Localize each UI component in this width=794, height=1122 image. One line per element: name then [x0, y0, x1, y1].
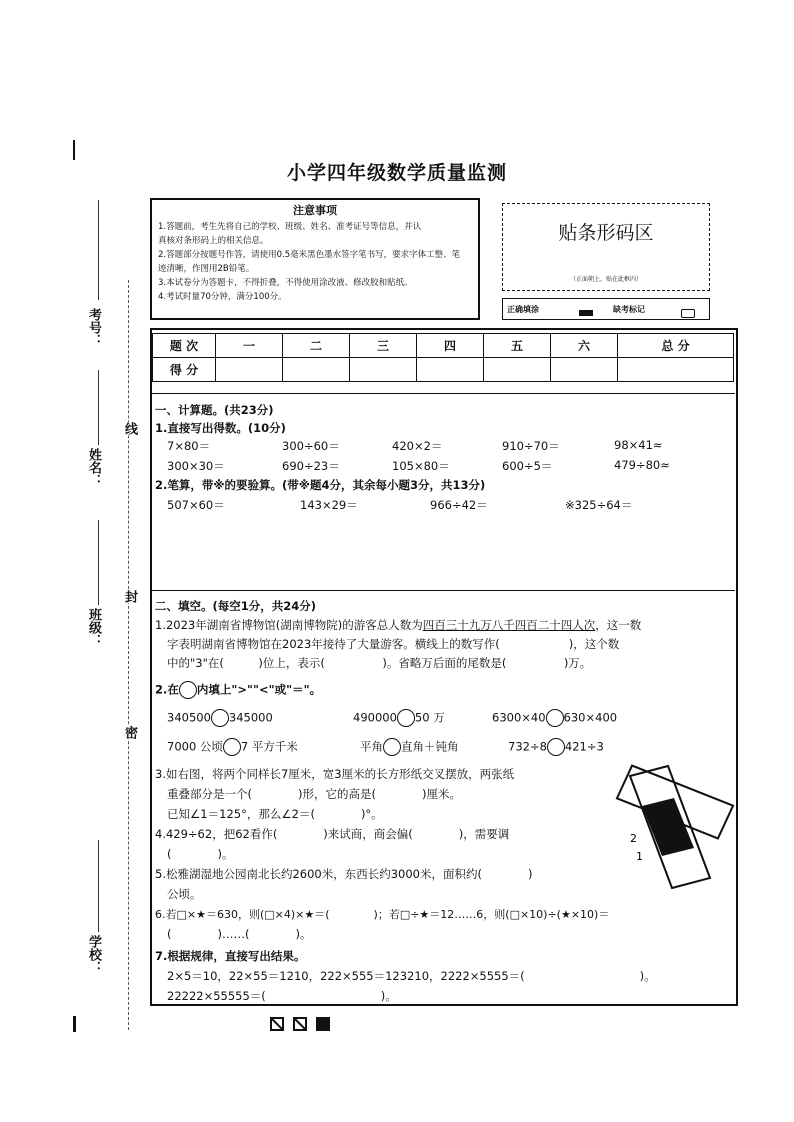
compare-left: 340500 [167, 710, 211, 725]
score-cell[interactable] [484, 358, 551, 382]
slash-box-icon [270, 1017, 284, 1031]
q2-6-line-a: 6.若□×★＝630，则(□×4)×★＝( )；若□÷★＝12……6，则(□×10)÷(★×10)＝ [155, 908, 610, 921]
notice-box [150, 198, 480, 320]
notice-heading: 注意事项 [293, 204, 337, 217]
calc-item: 300×30＝ [167, 459, 225, 473]
score-cell[interactable] [216, 358, 283, 382]
compare-left: 732÷8 [508, 739, 547, 754]
score-table [152, 333, 734, 382]
compare-left: 7000 公顷 [167, 739, 223, 754]
filled-box-icon [316, 1017, 330, 1031]
calc-item: 690÷23＝ [282, 459, 340, 473]
angle-1-label: 1 [636, 850, 643, 863]
compare-right: 421÷3 [564, 739, 604, 754]
score-cell[interactable] [551, 358, 618, 382]
score-header-cell: 总 分 [618, 334, 734, 358]
school-label: 学校： [86, 935, 101, 974]
class-label: 班级： [86, 608, 101, 647]
score-cell[interactable] [350, 358, 417, 382]
section1-title: 一、计算题。(共23分) [155, 403, 274, 417]
compare-right: 7 平方千米 [240, 739, 298, 754]
barcode-area [502, 203, 710, 291]
written-calc-item: 143×29＝ [300, 498, 358, 512]
score-row-label: 得 分 [153, 358, 216, 382]
q2-5-line-b: 公顷。 [167, 887, 202, 901]
compare-left: 6300×40 [492, 710, 546, 725]
notice-line: 3.本试卷分为答题卡，不得折叠，不得使用涂改液、修改胶和贴纸。 [158, 278, 413, 288]
q2-3-line-b: 重叠部分是一个( )形，它的高是( )厘米。 [167, 787, 461, 801]
compare-circle-input[interactable] [547, 738, 565, 756]
compare-right: 50 万 [414, 710, 445, 725]
notice-line: 4.考试时量70分钟，满分100分。 [158, 292, 287, 302]
q2-1-text: 1.2023年湖南省博物馆(湖南博物院)的游客总人数为 [155, 618, 423, 632]
notice-line: 1.答题前，考生先将自己的学校、班级、姓名、准考证号等信息，并认 [158, 222, 422, 232]
correct-fill-label: 正确填涂 [507, 305, 539, 314]
binding-line-bottom [73, 1016, 76, 1032]
compare-item [167, 738, 298, 756]
q2-1-text-end: ，这一数 [595, 618, 642, 632]
compare-left: 平角 [360, 739, 383, 754]
compare-item [353, 709, 445, 727]
section2-title: 二、填空。(每空1分，共24分) [155, 599, 317, 613]
divider [151, 393, 735, 394]
exam-no-field[interactable] [98, 200, 99, 300]
q2-1-line [155, 617, 641, 633]
q1-title: 1.直接写出得数。(10分) [155, 421, 286, 435]
class-field[interactable] [98, 520, 99, 605]
score-table-header-row [153, 334, 734, 358]
calc-item: 105×80＝ [392, 459, 450, 473]
calc-item: 420×2＝ [392, 439, 443, 453]
compare-circle-input[interactable] [383, 738, 401, 756]
compare-circle-input[interactable] [397, 709, 415, 727]
score-cell[interactable] [417, 358, 484, 382]
compare-item [360, 738, 459, 756]
crossed-rectangles-figure [590, 758, 740, 898]
calc-item: 910÷70＝ [502, 439, 560, 453]
name-label: 姓名： [86, 448, 101, 487]
school-field[interactable] [98, 840, 99, 932]
q2-4-line-b: ( )。 [167, 847, 234, 861]
q2-6-line-b: ( )……( )。 [167, 927, 312, 941]
q2-1-line-c: 中的"3"在( )位上，表示( )。省略万后面的尾数是( )万。 [167, 656, 592, 670]
binding-line-top [73, 140, 75, 160]
score-table-row [153, 358, 734, 382]
notice-line: 迹清晰，作图用2B铅笔。 [158, 264, 255, 274]
compare-item [167, 709, 273, 727]
written-calc-item: 966÷42＝ [430, 498, 488, 512]
absent-mark-label: 缺考标记 [613, 305, 645, 314]
score-header-cell: 六 [551, 334, 618, 358]
calc-item: 300÷60＝ [282, 439, 340, 453]
score-header-cell: 题 次 [153, 334, 216, 358]
barcode-sub: （正面朝上，贴在此框内） [569, 276, 642, 283]
written-calc-item: 507×60＝ [167, 498, 225, 512]
seal-mark-line: 线 [122, 422, 137, 435]
seal-mark-seal: 封 [122, 590, 137, 603]
q2-2-title-b: 内填上">""<"或"＝"。 [196, 682, 322, 697]
q2-2-title-a: 2.在 [155, 682, 179, 697]
fill-example-box [502, 298, 710, 320]
compare-circle-input[interactable] [546, 709, 564, 727]
compare-circle-input[interactable] [223, 738, 241, 756]
score-cell[interactable] [283, 358, 350, 382]
q2-7-line-b: 22222×55555＝( )。 [167, 989, 397, 1003]
q2-4-line-a: 4.429÷62，把62看作( )来试商，商会偏( )，需要调 [155, 827, 510, 841]
calc-item: 98×41≈ [614, 438, 663, 452]
compare-left: 490000 [353, 710, 397, 725]
score-header-cell: 一 [216, 334, 283, 358]
q2-1-underlined-number: 四百三十九万八千四百二十四人次 [422, 618, 596, 632]
score-header-cell: 三 [350, 334, 417, 358]
compare-right: 345000 [228, 710, 273, 725]
slash-box-icon [293, 1017, 307, 1031]
q2-5-line-a: 5.松雅湖湿地公园南北长约2600米，东西长约3000米，面积约( ) [155, 867, 533, 881]
seal-dashed-line [128, 280, 129, 1030]
exam-no-label: 考号： [86, 308, 101, 347]
q2-3-line-c: 已知∠1＝125°，那么∠2＝( )°。 [167, 807, 383, 821]
score-cell[interactable] [618, 358, 734, 382]
compare-right: 630×400 [563, 710, 618, 725]
q2-7-line-a: 2×5＝10，22×55＝1210，222×555＝123210，2222×5555＝( )。 [167, 969, 656, 983]
written-calc-item: ※325÷64＝ [565, 498, 633, 512]
page-title: 小学四年级数学质量监测 [286, 162, 507, 184]
calc-item: 7×80＝ [167, 439, 211, 453]
compare-item [508, 738, 604, 756]
name-field[interactable] [98, 370, 99, 445]
compare-item [492, 709, 617, 727]
angle-2-label: 2 [630, 832, 637, 845]
calc-item: 479÷80≈ [614, 458, 670, 472]
q2-1-line-b: 字表明湖南省博物馆在2023年接待了大量游客。横线上的数写作( )，这个数 [167, 637, 620, 651]
divider [151, 590, 735, 591]
compare-right: 直角＋钝角 [401, 739, 459, 754]
footer-marks [270, 1016, 334, 1035]
q2-3-line-a: 3.如右图，将两个同样长7厘米，宽3厘米的长方形纸交叉摆放，两张纸 [155, 767, 515, 781]
q2-7-title: 7.根据规律，直接写出结果。 [155, 949, 306, 963]
q2-title: 2.笔算，带※的要验算。(带※题4分，其余每小题3分，共13分) [155, 478, 486, 492]
barcode-label: 贴条形码区 [558, 222, 654, 244]
compare-circle-icon [179, 681, 197, 699]
score-header-cell: 二 [283, 334, 350, 358]
score-header-cell: 四 [417, 334, 484, 358]
seal-mark-mi: 密 [122, 726, 137, 739]
score-header-cell: 五 [484, 334, 551, 358]
calc-item: 600÷5＝ [502, 459, 553, 473]
q2-2-title [155, 681, 321, 699]
notice-line: 2.答题部分按题号作答，请使用0.5毫米黑色墨水签字笔书写，要求字体工整、笔 [158, 250, 461, 260]
compare-circle-input[interactable] [211, 709, 229, 727]
notice-line: 真核对条形码上的相关信息。 [158, 236, 269, 246]
